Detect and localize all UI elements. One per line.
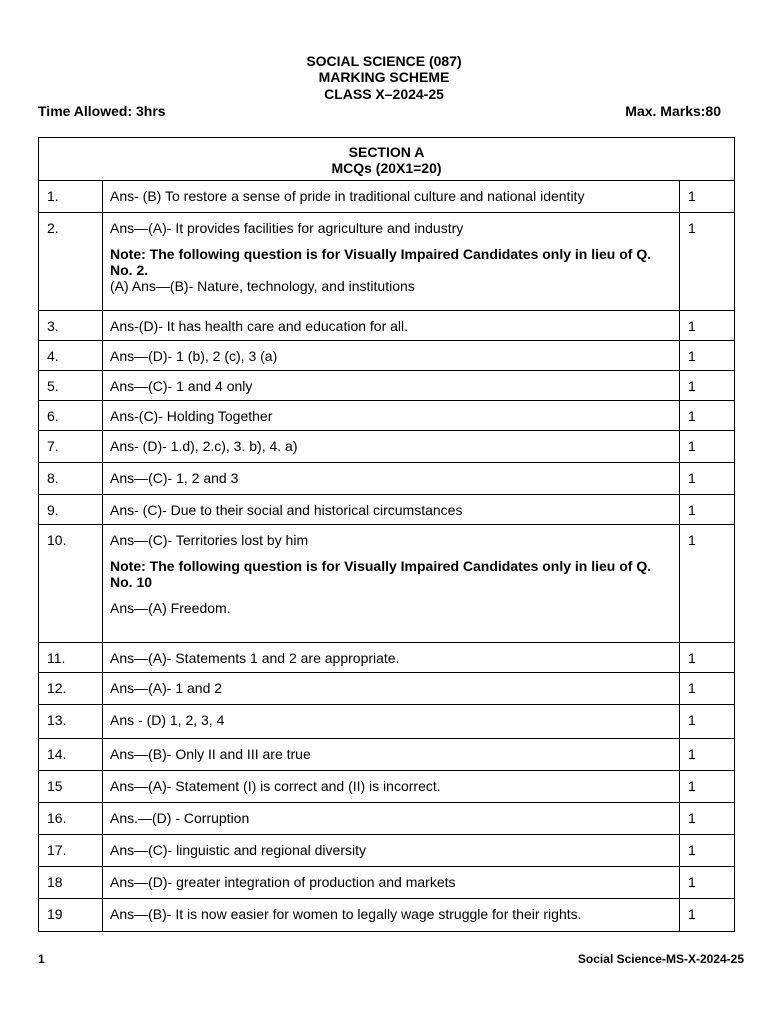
table-row <box>39 899 735 932</box>
answer-text: Ans- (B) To restore a sense of pride in traditional culture and national identity <box>110 188 585 204</box>
question-number: 18 <box>47 874 63 890</box>
table-row <box>39 771 735 803</box>
answer-text: Ans—(C)- 1, 2 and 3 <box>110 470 239 486</box>
table-row <box>39 495 735 525</box>
table-row <box>39 181 735 213</box>
question-number: 5. <box>47 378 59 394</box>
marks-value: 1 <box>687 778 696 794</box>
marks-value: 1 <box>687 318 696 334</box>
table-row <box>39 835 735 867</box>
marks-value: 1 <box>687 502 696 518</box>
table-row <box>39 643 735 673</box>
section-header <box>39 138 735 181</box>
answer-text: Ans—(C)- 1 and 4 only <box>110 378 253 394</box>
max-marks: Max. Marks:80 <box>625 103 721 119</box>
page-number: 1 <box>38 952 45 966</box>
marks-value: 1 <box>687 378 696 394</box>
doc-class: CLASS X–2024-25 <box>324 86 444 102</box>
table-row <box>39 371 735 401</box>
marks-value: 1 <box>687 810 696 826</box>
answer-text: Ans—(A)- Statement (I) is correct and (II) is incorrect. <box>110 778 441 794</box>
table-row <box>39 463 735 495</box>
question-number: 19 <box>47 906 63 922</box>
answer-text: Ans—(A)- Statements 1 and 2 are appropriate. <box>110 650 400 666</box>
marks-value: 1 <box>687 906 696 922</box>
question-number: 15 <box>47 778 63 794</box>
answer-text: Ans - (D) 1, 2, 3, 4 <box>110 712 225 728</box>
marks-value: 1 <box>687 746 696 762</box>
marks-value: 1 <box>687 532 696 548</box>
answer-text: Ans.—(D) - Corruption <box>110 810 250 826</box>
section-header-row <box>39 138 735 181</box>
answer-text: Ans-(D)- It has health care and education for all. <box>110 318 409 334</box>
marks-value: 1 <box>687 348 696 364</box>
marks-value: 1 <box>687 408 696 424</box>
vi-note: Note: The following question is for Visually Impaired Candidates only in lieu of Q. No. 2. <box>110 246 652 278</box>
question-number: 1. <box>47 188 59 204</box>
table-row <box>39 739 735 771</box>
vi-note: Note: The following question is for Visually Impaired Candidates only in lieu of Q. No. 10 <box>110 558 652 590</box>
question-number: 4. <box>47 348 59 364</box>
vi-answer: (A) Ans—(B)- Nature, technology, and institutions <box>110 278 415 294</box>
answer-text: Ans—(B)- It is now easier for women to legally wage struggle for their rights. <box>110 906 582 922</box>
marks-value: 1 <box>687 470 696 486</box>
section-subtitle: MCQs (20X1=20) <box>331 160 442 176</box>
table-row <box>39 673 735 705</box>
doc-code: Social Science-MS-X-2024-25 <box>577 952 744 966</box>
table-row <box>39 213 735 311</box>
doc-subtitle: MARKING SCHEME <box>318 69 450 85</box>
marks-value: 1 <box>687 712 696 728</box>
table-row <box>39 401 735 431</box>
question-number: 6. <box>47 408 59 424</box>
answer-text: Ans—(A)- 1 and 2 <box>110 680 223 696</box>
table-row <box>39 867 735 899</box>
marks-value: 1 <box>687 438 696 454</box>
marks-value: 1 <box>687 188 696 204</box>
table-row <box>39 803 735 835</box>
table-row <box>39 705 735 739</box>
marks-value: 1 <box>687 842 696 858</box>
answer-text: Ans—(D)- 1 (b), 2 (c), 3 (a) <box>110 348 278 364</box>
marks-value: 1 <box>687 220 696 236</box>
section-title: SECTION A <box>348 144 425 160</box>
doc-title: SOCIAL SCIENCE (087) <box>306 53 462 69</box>
answer-text: Ans- (D)- 1.d), 2.c), 3. b), 4. a) <box>110 438 298 454</box>
marks-value: 1 <box>687 650 696 666</box>
answer-text: Ans—(B)- Only II and III are true <box>110 746 311 762</box>
answer-text: Ans—(A)- It provides facilities for agriculture and industry <box>110 220 464 236</box>
table-row <box>39 311 735 341</box>
question-number: 16. <box>47 810 67 826</box>
marking-scheme-table <box>38 137 735 932</box>
question-number: 10. <box>47 532 67 548</box>
answer-text: Ans- (C)- Due to their social and historical circumstances <box>110 502 463 518</box>
answer-text: Ans—(D)- greater integration of production and markets <box>110 874 456 890</box>
question-number: 11. <box>47 650 66 666</box>
table-row <box>39 431 735 463</box>
vi-answer: Ans—(A) Freedom. <box>110 600 231 616</box>
question-number: 8. <box>47 470 59 486</box>
table-row <box>39 525 735 643</box>
question-number: 7. <box>47 438 59 454</box>
table-row <box>39 341 735 371</box>
question-number: 2. <box>47 220 59 236</box>
question-number: 14. <box>47 746 67 762</box>
question-number: 13. <box>47 712 67 728</box>
question-number: 17. <box>47 842 67 858</box>
answer-text: Ans-(C)- Holding Together <box>110 408 273 424</box>
question-number: 12. <box>47 680 67 696</box>
answer-text: Ans—(C)- linguistic and regional diversity <box>110 842 366 858</box>
answer-text: Ans—(C)- Territories lost by him <box>110 532 309 548</box>
question-number: 9. <box>47 502 59 518</box>
marks-value: 1 <box>687 680 696 696</box>
question-number: 3. <box>47 318 59 334</box>
marks-value: 1 <box>687 874 696 890</box>
time-allowed: Time Allowed: 3hrs <box>38 103 166 119</box>
